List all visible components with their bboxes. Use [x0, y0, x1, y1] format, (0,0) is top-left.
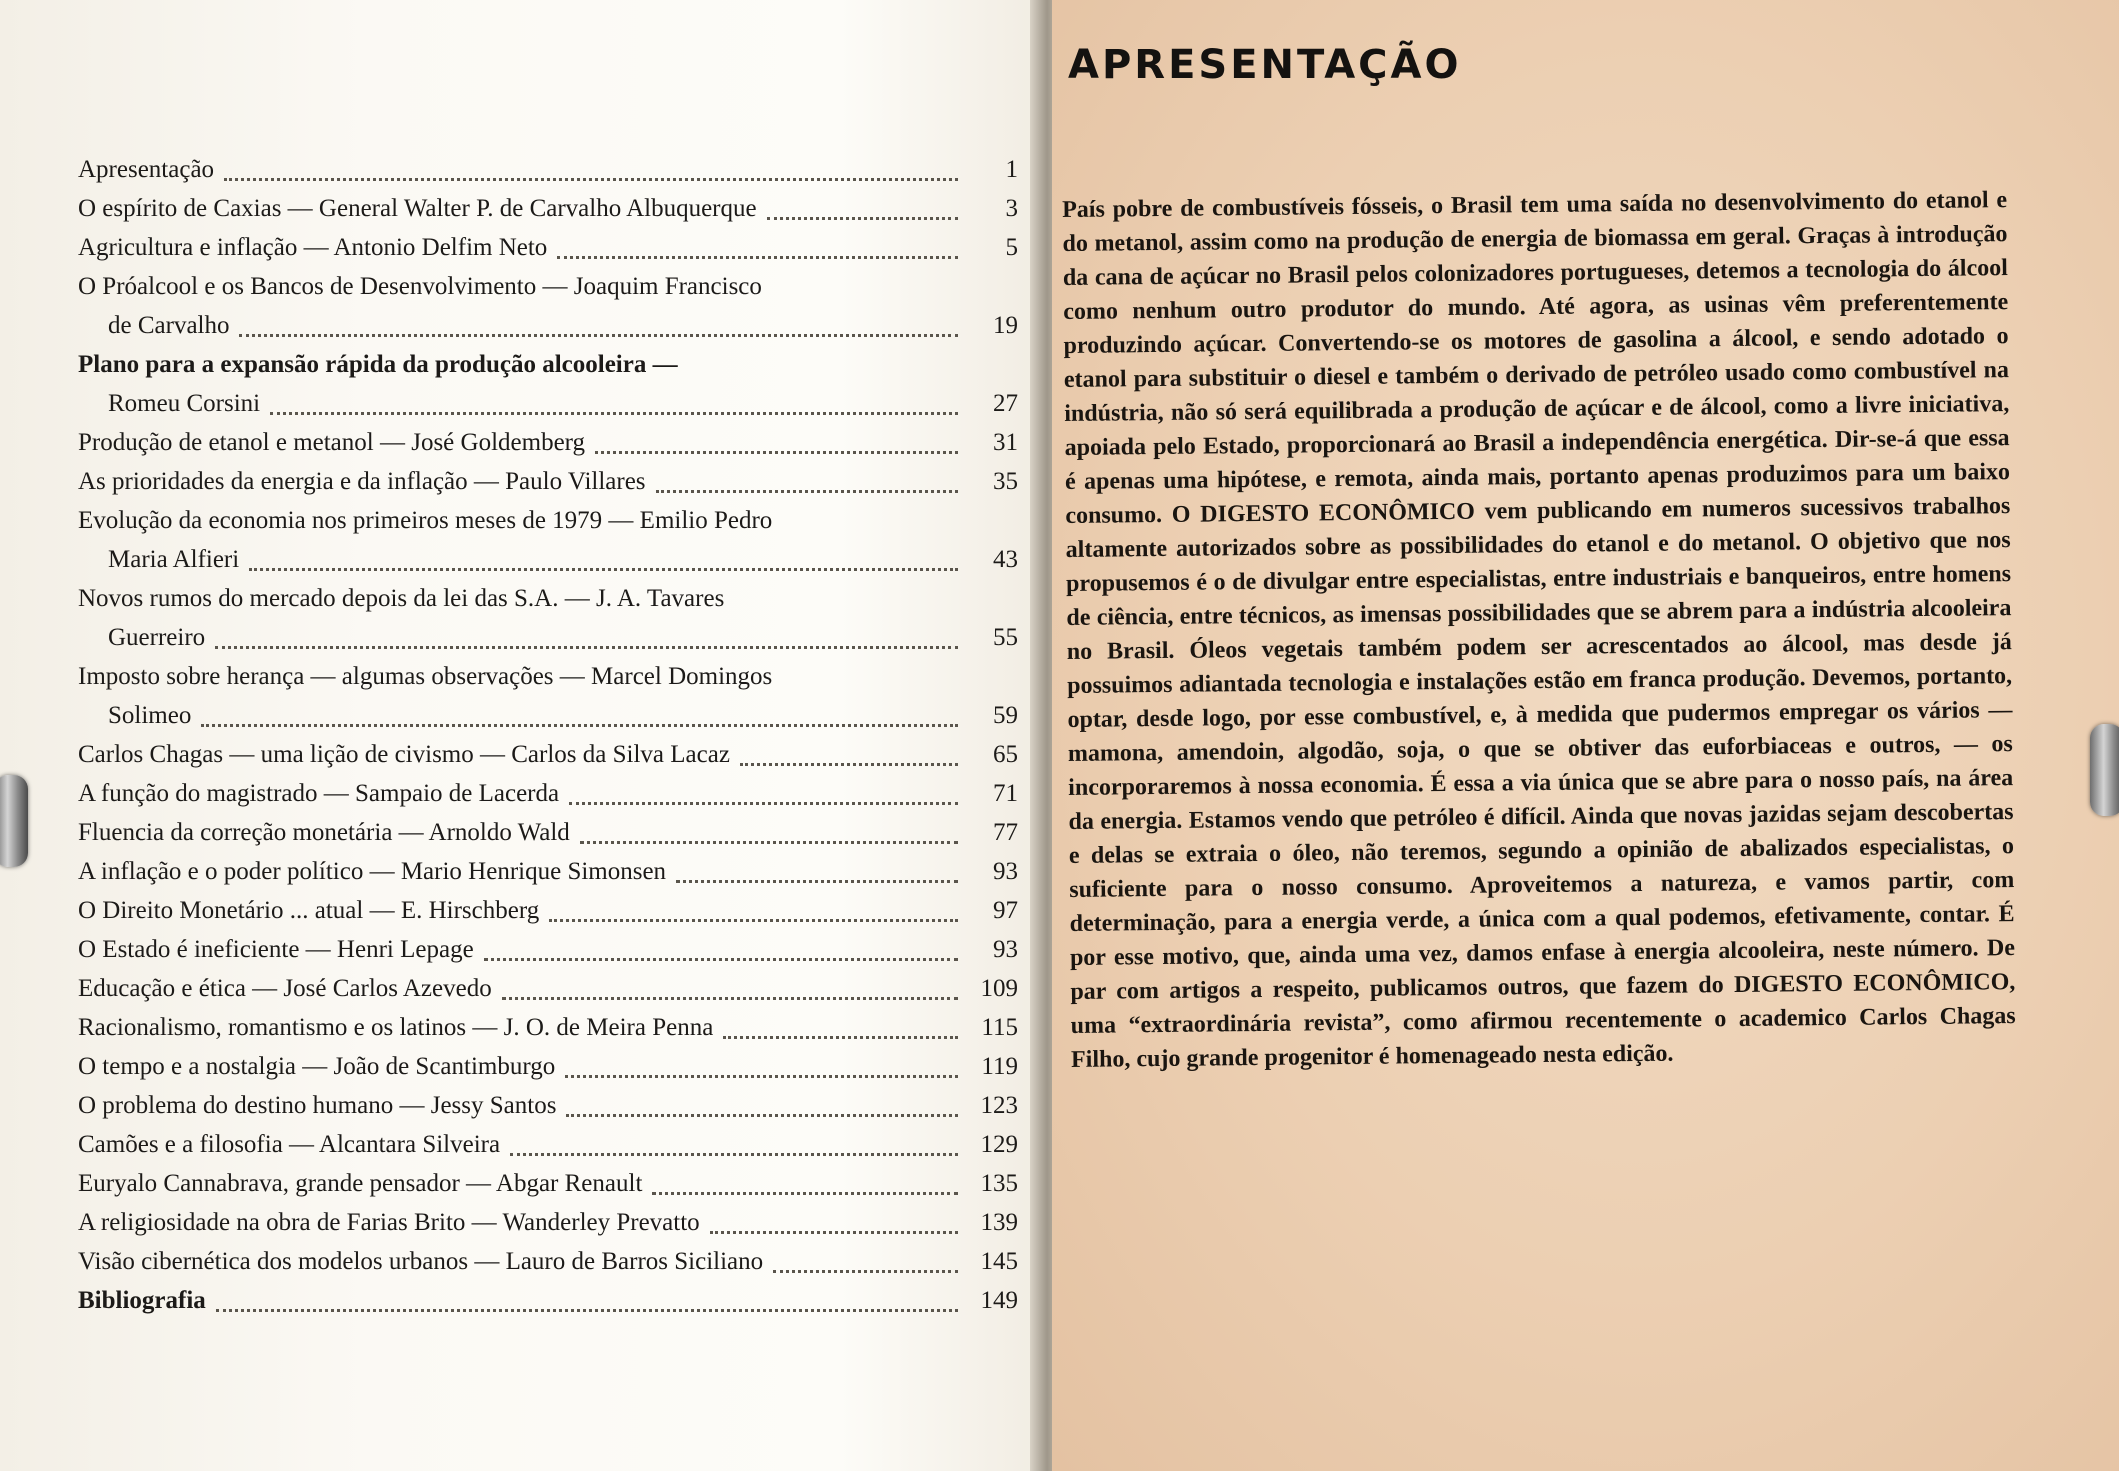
toc-dot-leader	[557, 256, 958, 259]
toc-dot-leader	[224, 178, 958, 181]
table-of-contents	[78, 150, 1018, 1320]
toc-entry	[78, 228, 1018, 267]
toc-entry	[78, 1008, 1018, 1047]
toc-dot-leader	[569, 802, 958, 805]
toc-entry	[78, 306, 1018, 345]
toc-entry-page: 93	[993, 936, 1018, 963]
binding-clip-right	[2090, 724, 2119, 816]
toc-entry	[78, 189, 1018, 228]
toc-entry-page: 55	[993, 624, 1018, 651]
toc-entry	[78, 813, 1018, 852]
toc-entry-page: 31	[993, 429, 1018, 456]
toc-entry-page: 71	[993, 780, 1018, 807]
toc-dot-leader	[201, 724, 958, 727]
toc-entry-title: O Estado é ineficiente — Henri Lepage	[78, 936, 474, 963]
presentation-body: País pobre de combustíveis fósseis, o Brasil tem uma saída no desenvolvimento do etanol e do metanol, assim como na produção de energia de biomassa em geral. Graças à introdução da cana de açúcar no Brasil pelos colonizadores portugueses, detemos a tecnologia do álcool como nenhum outro produtor do mundo. Até agora, as usinas vêm preferentemente produzindo açúcar. Convertendo-se os motores de gasolina a álcool, e sendo adotado o etanol para substituir o diesel e também o derivado de petróleo usado como combustível na indústria, não só será equilibrada a produção de açúcar e de álcool, como a livre iniciativa, apoiada pelo Estado, proporcionará ao Brasil a independência energética. Dir-se-á que essa é apenas uma hipótese, e remota, ainda mais, portanto apenas produzimos para um baixo consumo. O DIGESTO ECONÔMICO vem publicando em numeros sucessivos trabalhos altamente autorizados sobre as possibilidades do etanol e do metanol. O objetivo que nos propusemos é o de divulgar entre especialistas, entre industriais e banqueiros, entre homens de ciência, entre técnicos, as imensas possibilidades que se abrem para a indústria alcooleira no Brasil. Óleos vegetais também podem ser acrescentados ao álcool, mas desde já possuimos adiantada tecnologia e instalações estão em franca produção. Devemos, portanto, optar, desde logo, por esse combustível, e, à medida que pudermos empregar os vários — mamona, amendoin, algodão, soja, o que se obtiver das euforbiaceas e outros, — os incorporaremos à nossa economia. É essa a via única que se abre para o nosso país, na área da energia. Estamos vendo que petróleo é difícil. Ainda que novas jazidas sejam descobertas e delas se extraia o óleo, não teremos, segundo a opinião de abalizados especialistas, o suficiente para o nosso consumo. Aproveitemos a natureza, e vamos partir, com determinação, para a energia verde, a única com a qual podemos, efetivamente, contar. É por esse motivo, que, ainda uma vez, damos enfase à energia alcooleira, neste número. De par com artigos a respeito, publicamos outros, que fazem do DIGESTO ECONÔMICO, uma “extraordinária revista”, como afirmou recentemente o academico Carlos Chagas Filho, cujo grande progenitor é homenageado nesta edição.	[1062, 187, 2016, 1073]
toc-entry-title: O Direito Monetário ... atual — E. Hirschberg	[78, 897, 540, 924]
toc-entry	[78, 501, 1018, 540]
toc-entry-title: Camões e a filosofia — Alcantara Silveira	[78, 1131, 501, 1158]
toc-entry	[78, 540, 1018, 579]
toc-entry-page: 1	[1005, 156, 1018, 183]
toc-entry-page: 109	[980, 975, 1018, 1002]
toc-entry-page: 97	[993, 897, 1018, 924]
toc-entry-page: 5	[1005, 234, 1018, 261]
toc-entry-page: 139	[980, 1209, 1018, 1236]
toc-entry-page: 65	[993, 741, 1018, 768]
toc-entry-title: Imposto sobre herança — algumas observações — Marcel Domingos	[78, 663, 773, 690]
toc-dot-leader	[767, 217, 958, 220]
toc-entry-title: A inflação e o poder político — Mario Henrique Simonsen	[78, 858, 667, 885]
toc-entry-page: 19	[993, 312, 1018, 339]
toc-dot-leader	[215, 646, 958, 649]
toc-dot-leader	[595, 451, 958, 454]
toc-entry	[78, 969, 1018, 1008]
toc-entry-title: Apresentação	[78, 156, 215, 183]
toc-entry	[78, 384, 1018, 423]
toc-entry-page: 149	[980, 1287, 1018, 1314]
toc-dot-leader	[270, 412, 958, 415]
toc-entry-page: 129	[980, 1131, 1018, 1158]
toc-dot-leader	[676, 880, 958, 883]
toc-entry-title: O Próalcool e os Bancos de Desenvolvimento — Joaquim Francisco	[78, 273, 762, 300]
toc-dot-leader	[566, 1114, 958, 1117]
toc-entry-title: Guerreiro	[108, 624, 206, 651]
toc-entry	[78, 1086, 1018, 1125]
toc-entry-page: 43	[993, 546, 1018, 573]
right-page	[1052, 0, 2119, 1471]
toc-entry-title: Bibliografia	[78, 1287, 206, 1314]
toc-entry-page: 27	[993, 390, 1018, 417]
toc-entry	[78, 891, 1018, 930]
toc-dot-leader	[216, 1309, 958, 1312]
toc-dot-leader	[249, 568, 958, 571]
toc-entry	[78, 1164, 1018, 1203]
toc-entry-page: 119	[981, 1053, 1018, 1080]
toc-entry-title: Euryalo Cannabrava, grande pensador — Abgar Renault	[78, 1170, 643, 1197]
toc-entry-title: Evolução da economia nos primeiros meses de 1979 — Emilio Pedro	[78, 507, 773, 534]
toc-entry-title: O espírito de Caxias — General Walter P. de Carvalho Albuquerque	[78, 195, 757, 222]
toc-entry-page: 3	[1005, 195, 1018, 222]
toc-dot-leader	[710, 1231, 958, 1234]
toc-entry	[78, 696, 1018, 735]
left-page	[0, 0, 1048, 1471]
toc-dot-leader	[510, 1153, 958, 1156]
toc-entry-page: 145	[980, 1248, 1018, 1275]
toc-dot-leader	[484, 958, 958, 961]
toc-entry-title: Maria Alfieri	[108, 546, 240, 573]
toc-entry-title: Visão cibernética dos modelos urbanos — Lauro de Barros Siciliano	[78, 1248, 764, 1275]
toc-entry-title: Plano para a expansão rápida da produção alcooleira —	[78, 351, 678, 378]
toc-entry-title: Educação e ética — José Carlos Azevedo	[78, 975, 492, 1002]
toc-entry-title: Fluencia da correção monetária — Arnoldo Wald	[78, 819, 570, 846]
toc-entry-title: Romeu Corsini	[108, 390, 261, 417]
toc-dot-leader	[502, 997, 958, 1000]
toc-entry	[78, 735, 1018, 774]
toc-entry-page: 135	[980, 1170, 1018, 1197]
toc-entry-title: Agricultura e inflação — Antonio Delfim Neto	[78, 234, 548, 261]
toc-entry-page: 93	[993, 858, 1018, 885]
toc-entry	[78, 1203, 1018, 1242]
toc-dot-leader	[723, 1036, 958, 1039]
toc-entry	[78, 1242, 1018, 1281]
toc-entry-page: 115	[981, 1014, 1018, 1041]
toc-dot-leader	[565, 1075, 958, 1078]
binding-clip-left	[0, 775, 28, 867]
toc-entry	[78, 423, 1018, 462]
toc-entry	[78, 462, 1018, 501]
toc-entry	[78, 618, 1018, 657]
toc-entry-page: 35	[993, 468, 1018, 495]
toc-entry	[78, 852, 1018, 891]
toc-entry-title: O problema do destino humano — Jessy Santos	[78, 1092, 557, 1119]
toc-entry-title: de Carvalho	[108, 312, 230, 339]
toc-entry-title: A religiosidade na obra de Farias Brito — Wanderley Prevatto	[78, 1209, 700, 1236]
toc-entry	[78, 657, 1018, 696]
toc-dot-leader	[549, 919, 958, 922]
toc-entry	[78, 1125, 1018, 1164]
toc-dot-leader	[740, 763, 958, 766]
toc-entry	[78, 1047, 1018, 1086]
toc-entry	[78, 345, 1018, 384]
toc-entry-page: 59	[993, 702, 1018, 729]
toc-entry-title: As prioridades da energia e da inflação — Paulo Villares	[78, 468, 646, 495]
toc-dot-leader	[656, 490, 958, 493]
toc-entry	[78, 930, 1018, 969]
toc-entry-title: Solimeo	[108, 702, 192, 729]
toc-entry	[78, 579, 1018, 618]
toc-entry-title: Racionalismo, romantismo e os latinos — J. O. de Meira Penna	[78, 1014, 714, 1041]
presentation-heading: APRESENTAÇÃO	[1068, 42, 1462, 88]
toc-entry-title: Novos rumos do mercado depois da lei das S.A. — J. A. Tavares	[78, 585, 725, 612]
toc-dot-leader	[773, 1270, 958, 1273]
toc-entry-title: Produção de etanol e metanol — José Goldemberg	[78, 429, 586, 456]
toc-entry-page: 123	[980, 1092, 1018, 1119]
toc-dot-leader	[239, 334, 958, 337]
toc-entry	[78, 1281, 1018, 1320]
toc-entry	[78, 150, 1018, 189]
toc-entry	[78, 267, 1018, 306]
toc-dot-leader	[652, 1192, 958, 1195]
toc-dot-leader	[580, 841, 958, 844]
toc-entry-title: Carlos Chagas — uma lição de civismo — Carlos da Silva Lacaz	[78, 741, 730, 768]
toc-entry-title: O tempo e a nostalgia — João de Scantimburgo	[78, 1053, 556, 1080]
toc-entry-page: 77	[993, 819, 1018, 846]
toc-entry-title: A função do magistrado — Sampaio de Lacerda	[78, 780, 560, 807]
toc-entry	[78, 774, 1018, 813]
